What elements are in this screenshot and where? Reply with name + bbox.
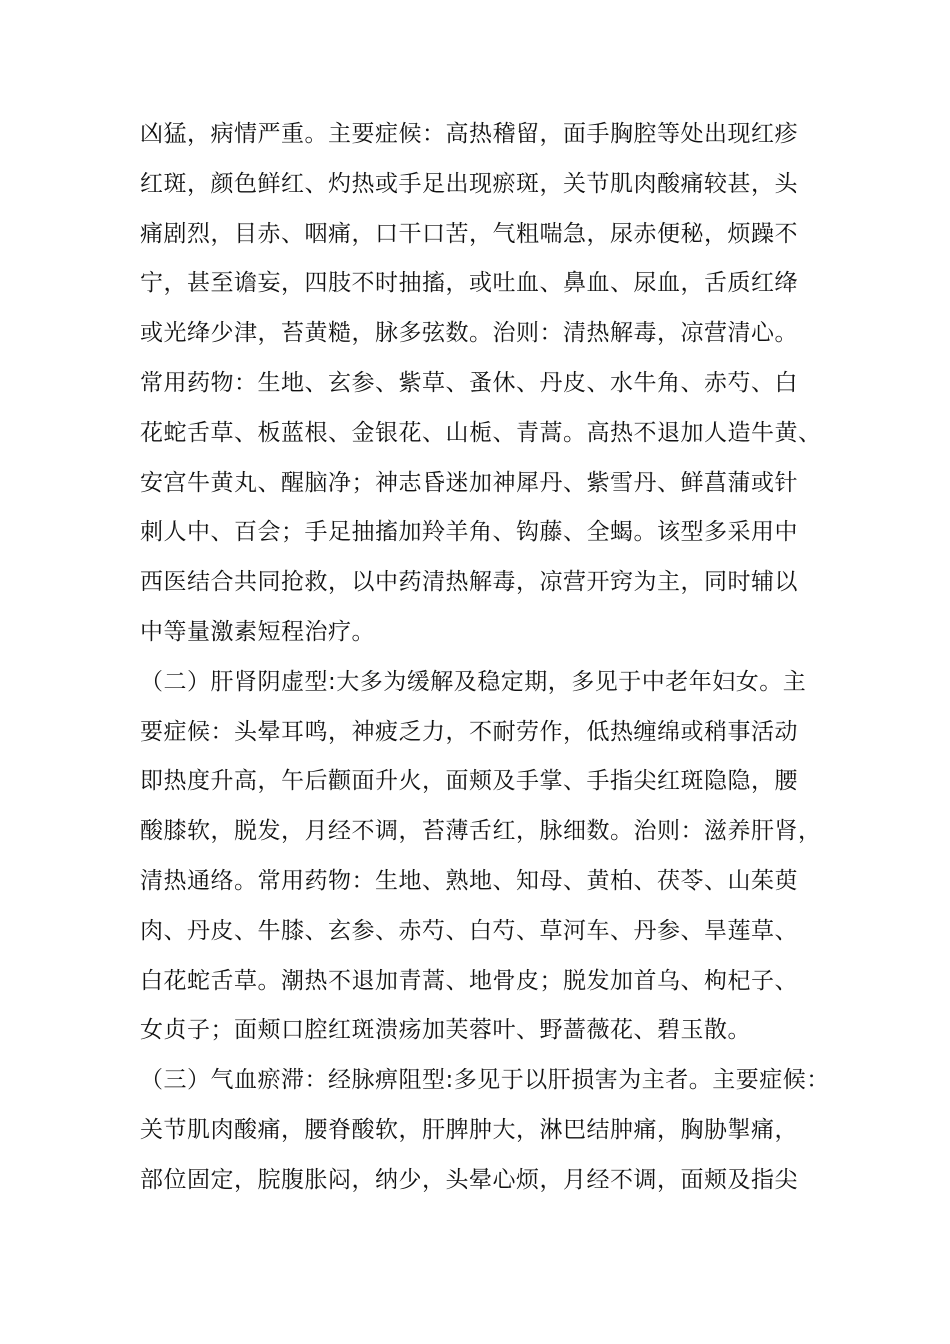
text-line: 白花蛇舌草。潮热不退加青蒿、地骨皮；脱发加首乌、枸杞子、 <box>140 967 798 994</box>
text-line: 部位固定，脘腹胀闷，纳少，头晕心烦，月经不调，面颊及指尖 <box>140 1166 798 1193</box>
text-line: 安宫牛黄丸、醒脑净；神志昏迷加神犀丹、紫雪丹、鲜菖蒲或针 <box>140 469 798 496</box>
text-line: 酸膝软，脱发，月经不调，苔薄舌红，脉细数。治则：滋养肝肾， <box>140 818 822 845</box>
text-line: 中等量激素短程治疗。 <box>140 618 375 645</box>
text-line: 宁，甚至谵妄，四肢不时抽搐，或吐血、鼻血、尿血，舌质红绛 <box>140 270 798 297</box>
text-line: 花蛇舌草、板蓝根、金银花、山栀、青蒿。高热不退加人造牛黄、 <box>140 419 822 446</box>
text-line: 西医结合共同抢救，以中药清热解毒，凉营开窍为主，同时辅以 <box>140 569 798 596</box>
text-line: 要症候：头晕耳鸣，神疲乏力，不耐劳作，低热缠绵或稍事活动 <box>140 718 798 745</box>
text-line: 清热通络。常用药物：生地、熟地、知母、黄柏、茯苓、山茱萸 <box>140 867 798 894</box>
section-heading-line: （三）气血瘀滞：经脉痹阻型:多见于以肝损害为主者。主要症候： <box>140 1067 830 1094</box>
text-line: 即热度升高，午后颧面升火，面颊及手掌、手指尖红斑隐隐，腰 <box>140 768 798 795</box>
text-line: 关节肌肉酸痛，腰脊酸软，肝脾肿大，淋巴结肿痛，胸胁掣痛， <box>140 1116 798 1143</box>
text-line: 红斑，颜色鲜红、灼热或手足出现瘀斑，关节肌肉酸痛较甚，头 <box>140 170 798 197</box>
text-line: 或光绛少津，苔黄糙，脉多弦数。治则：清热解毒，凉营清心。 <box>140 320 798 347</box>
section-heading-line: （二）肝肾阴虚型:大多为缓解及稳定期，多见于中老年妇女。主 <box>140 668 807 695</box>
text-line: 凶猛，病情严重。主要症候：高热稽留，面手胸腔等处出现红疹 <box>140 121 798 147</box>
text-line: 常用药物：生地、玄参、紫草、蚤休、丹皮、水牛角、赤芍、白 <box>140 369 798 396</box>
text-line: 刺人中、百会；手足抽搐加羚羊角、钩藤、全蝎。该型多采用中 <box>140 519 798 546</box>
text-line: 女贞子；面颊口腔红斑溃疡加芙蓉叶、野蔷薇花、碧玉散。 <box>140 1017 751 1044</box>
document-body <box>0 110 950 1206</box>
text-line: 痛剧烈，目赤、咽痛，口干口苦，气粗喘急，尿赤便秘，烦躁不 <box>140 220 798 247</box>
text-line: 肉、丹皮、牛膝、玄参、赤芍、白芍、草河车、丹参、旱莲草、 <box>140 917 798 944</box>
